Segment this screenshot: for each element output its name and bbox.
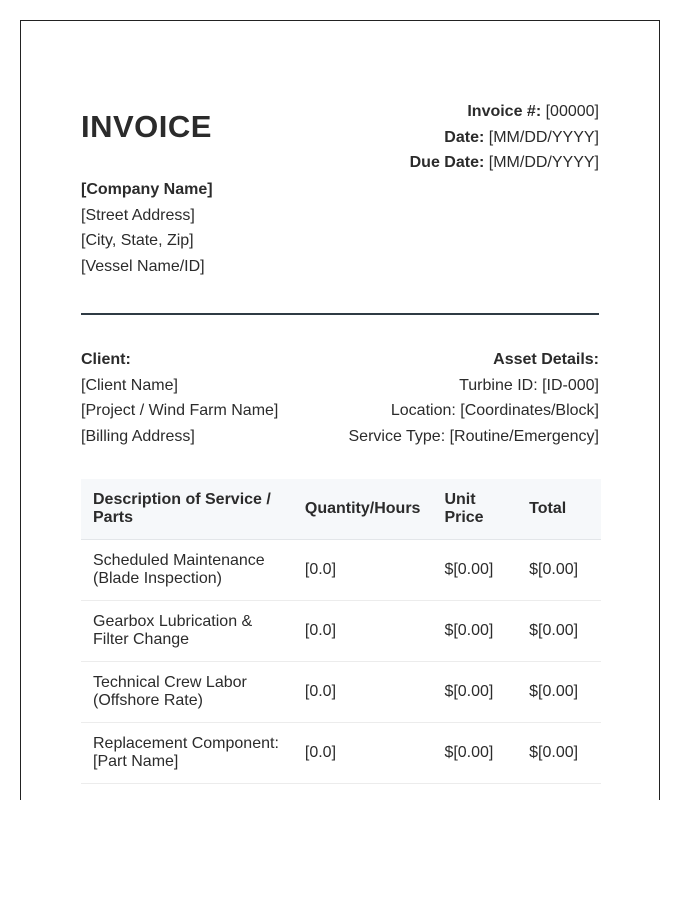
row-quantity: [0.0]: [293, 662, 433, 723]
row-unit-price: $[0.00]: [432, 662, 517, 723]
invoice-due-date-value: [MM/DD/YYYY]: [488, 154, 599, 171]
client-info: [81, 347, 278, 449]
row-total: $[0.00]: [517, 540, 601, 601]
asset-details: [349, 347, 600, 449]
invoice-meta: [410, 99, 599, 176]
client-project: [Project / Wind Farm Name]: [81, 402, 279, 419]
company-street: [Street Address]: [81, 206, 195, 224]
row-description: Gearbox Lubrication & Filter Change: [81, 601, 293, 662]
row-description: Replacement Component: [Part Name]: [81, 723, 293, 784]
table-head: [81, 479, 601, 540]
asset-service-type: Service Type: [Routine/Emergency]: [348, 427, 599, 445]
client-name: [Client Name]: [81, 376, 178, 394]
row-total: $[0.00]: [517, 662, 601, 723]
line-items-table: [81, 479, 601, 784]
company-city: [City, State, Zip]: [81, 232, 194, 249]
invoice-number-label: Invoice #:: [467, 103, 542, 120]
invoice-page: [20, 20, 660, 800]
header-description: Description of Service / Parts: [81, 479, 293, 540]
company-info: [81, 177, 213, 279]
client-heading: Client:: [81, 351, 131, 368]
header-total: Total: [517, 479, 601, 540]
client-billing: [Billing Address]: [81, 427, 195, 445]
table-row: [81, 662, 601, 723]
row-quantity: [0.0]: [293, 540, 433, 601]
row-total: $[0.00]: [517, 601, 601, 662]
row-unit-price: $[0.00]: [432, 601, 517, 662]
invoice-due-date-line: [410, 150, 599, 176]
company-name: [Company Name]: [81, 181, 213, 198]
asset-location: Location: [Coordinates/Block]: [390, 402, 599, 419]
invoice-due-date-label: Due Date:: [409, 154, 485, 171]
row-total: $[0.00]: [517, 723, 601, 784]
company-vessel: [Vessel Name/ID]: [81, 257, 205, 275]
invoice-header: [81, 99, 599, 299]
row-unit-price: $[0.00]: [432, 723, 517, 784]
row-quantity: [0.0]: [293, 601, 433, 662]
asset-heading: Asset Details:: [493, 351, 599, 368]
table-body: [81, 540, 601, 784]
invoice-date-label: Date:: [444, 128, 485, 146]
row-quantity: [0.0]: [293, 723, 433, 784]
invoice-number-value: [00000]: [545, 103, 599, 120]
invoice-date-line: [410, 125, 599, 151]
invoice-title: INVOICE: [81, 109, 212, 144]
row-description: Technical Crew Labor (Offshore Rate): [81, 662, 293, 723]
table-header-row: [81, 479, 601, 540]
header-divider: [81, 313, 599, 315]
table-row: [81, 540, 601, 601]
invoice-number-line: [410, 99, 599, 125]
row-unit-price: $[0.00]: [432, 540, 517, 601]
header-unit-price: Unit Price: [432, 479, 517, 540]
invoice-date-value: [MM/DD/YYYY]: [488, 128, 599, 146]
table-row: [81, 723, 601, 784]
header-quantity: Quantity/Hours: [293, 479, 433, 540]
asset-turbine: Turbine ID: [ID-000]: [459, 376, 599, 394]
row-description: Scheduled Maintenance (Blade Inspection): [81, 540, 293, 601]
table-row: [81, 601, 601, 662]
